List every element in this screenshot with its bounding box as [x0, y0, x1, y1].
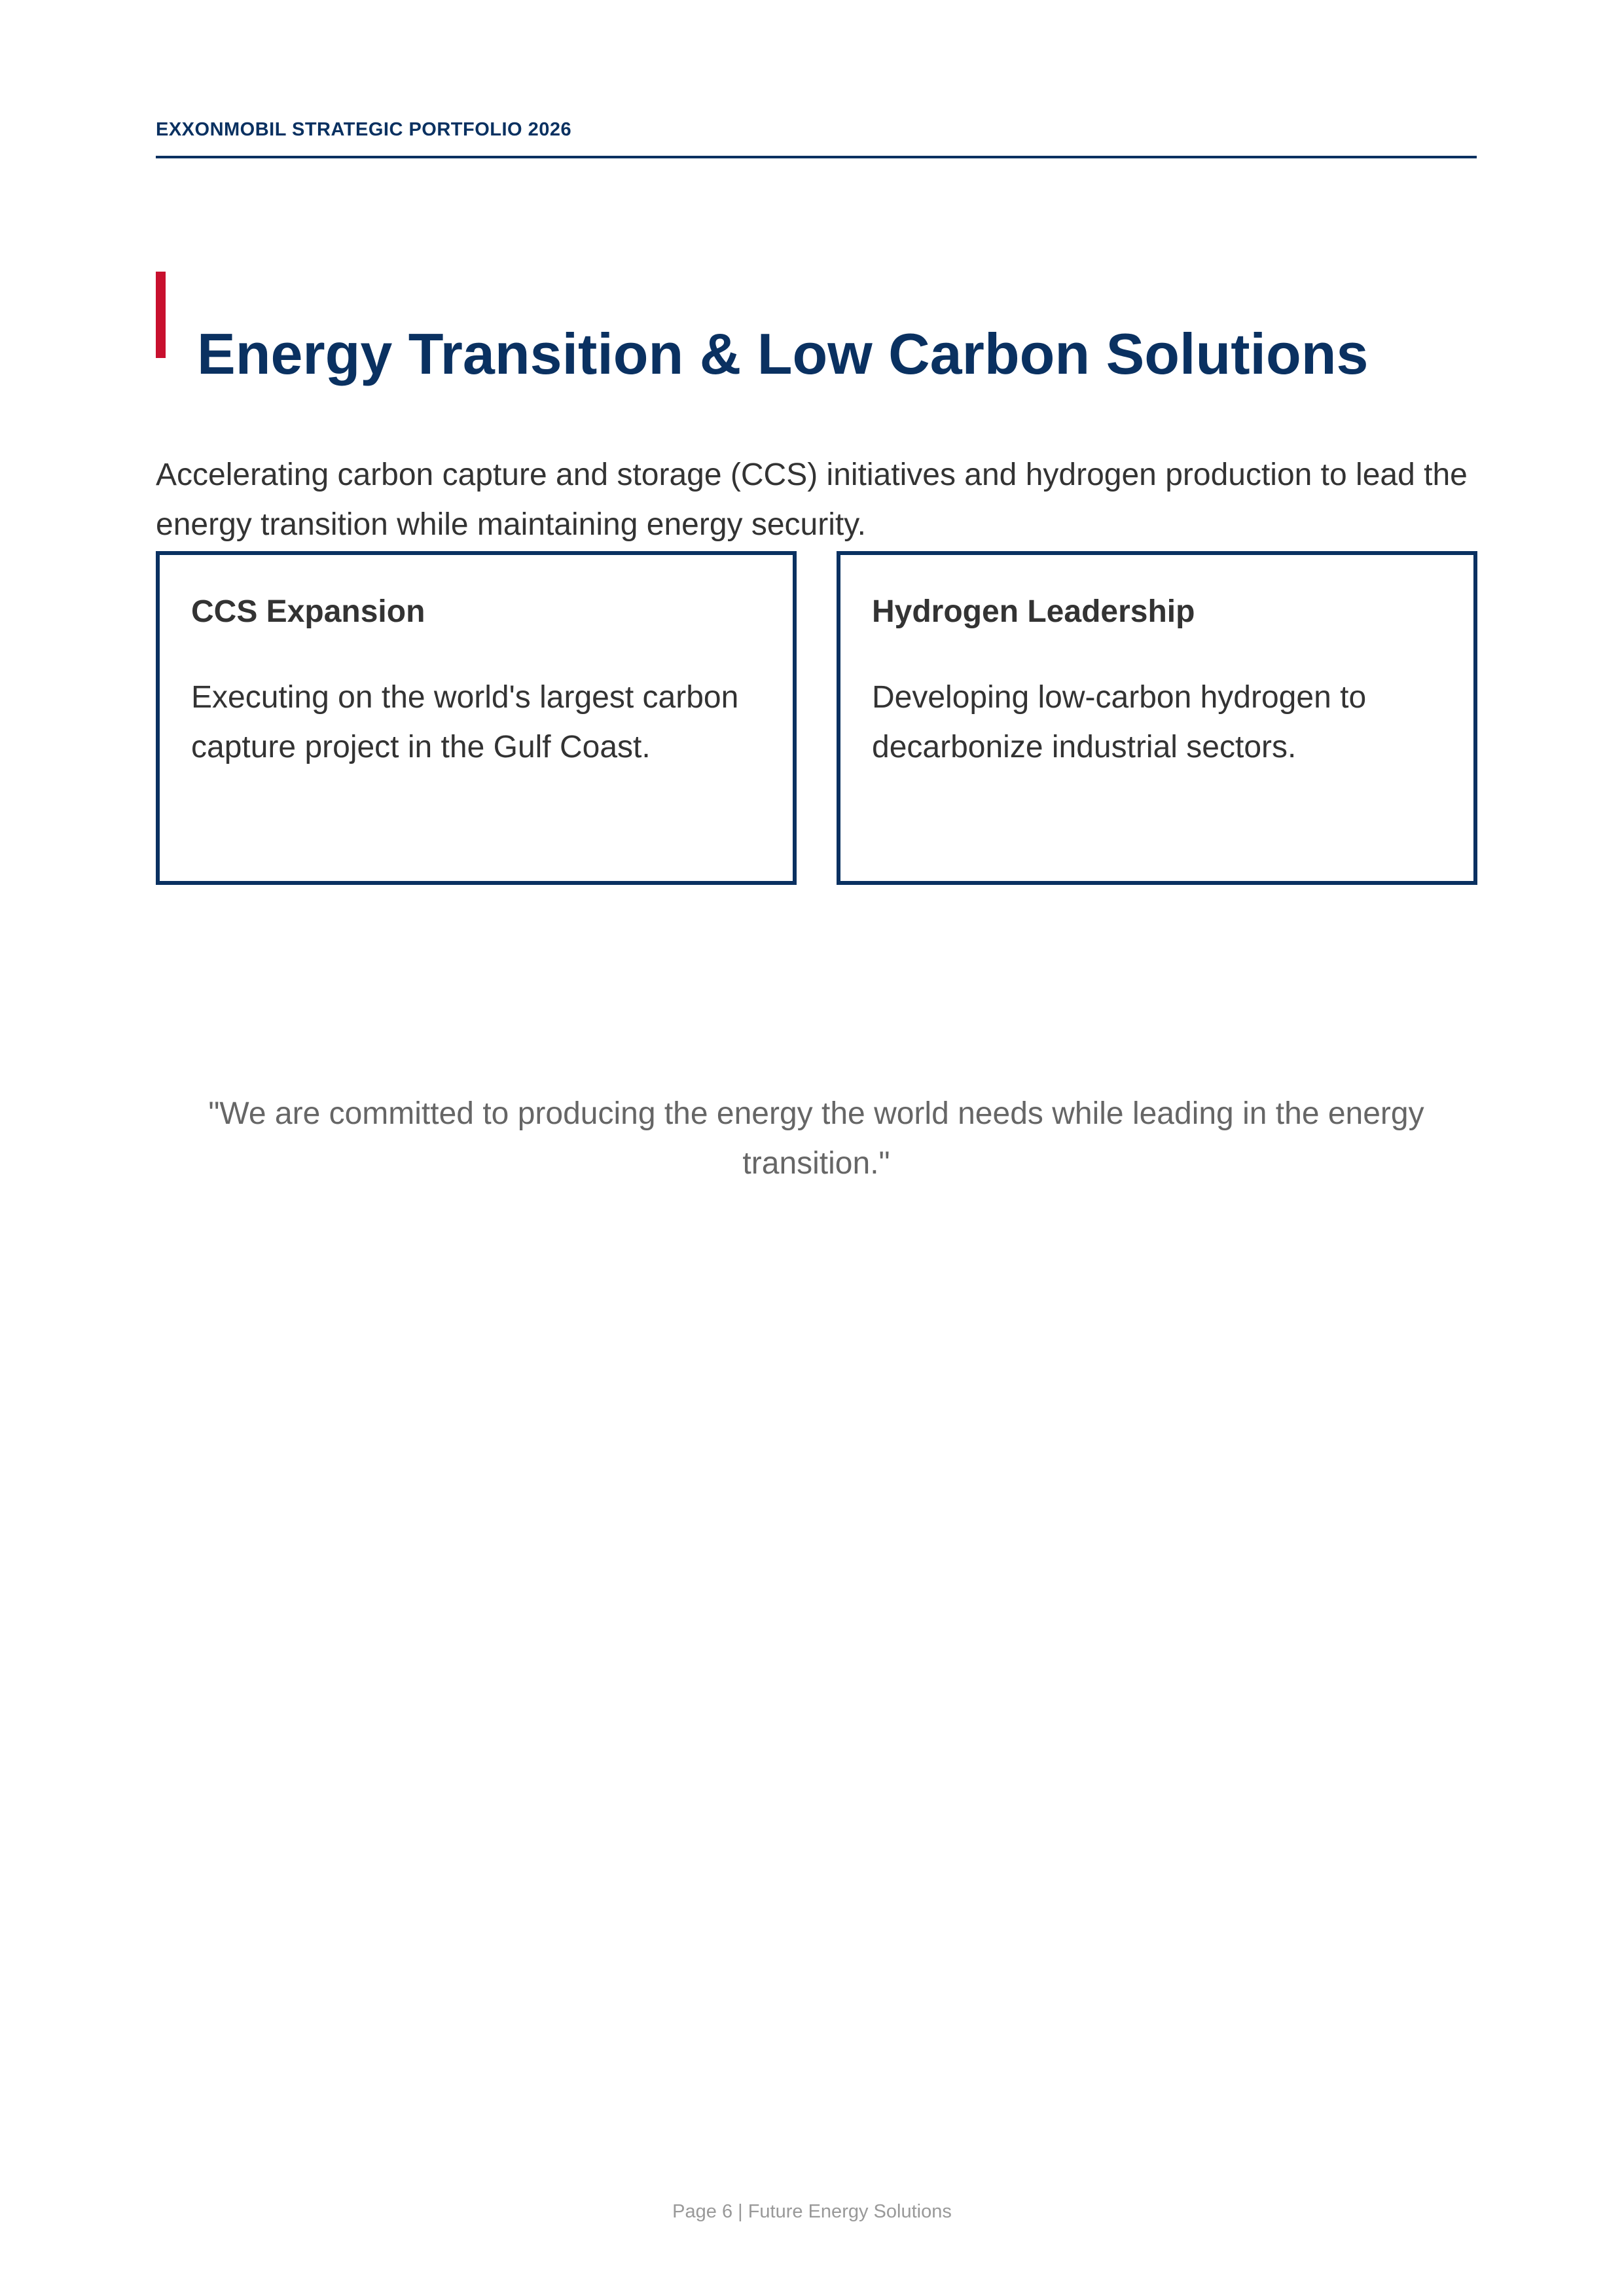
- page-title: Energy Transition & Low Carbon Solutions: [197, 321, 1369, 386]
- card-ccs-expansion: [156, 551, 797, 885]
- section-heading: [156, 272, 1477, 386]
- header-title: EXXONMOBIL STRATEGIC PORTFOLIO 2026: [156, 119, 572, 140]
- pull-quote: "We are committed to producing the energy the world needs while leading in the energy transition.": [208, 1096, 1424, 1181]
- card-title: CCS Expansion: [191, 594, 425, 629]
- card-body: Executing on the world's largest carbon capture project in the Gulf Coast.: [191, 680, 739, 764]
- card-hydrogen-leadership: [837, 551, 1477, 885]
- intro-paragraph: Accelerating carbon capture and storage (CCS) initiatives and hydrogen production to lead the energy transition while maintaining energy security.: [156, 457, 1468, 542]
- card-body: Developing low-carbon hydrogen to decarbonize industrial sectors.: [872, 680, 1367, 764]
- page-footer: Page 6 | Future Energy Solutions: [672, 2201, 952, 2222]
- card-title: Hydrogen Leadership: [872, 594, 1195, 629]
- title-accent-bar: [156, 272, 166, 358]
- page-header: [156, 119, 1477, 158]
